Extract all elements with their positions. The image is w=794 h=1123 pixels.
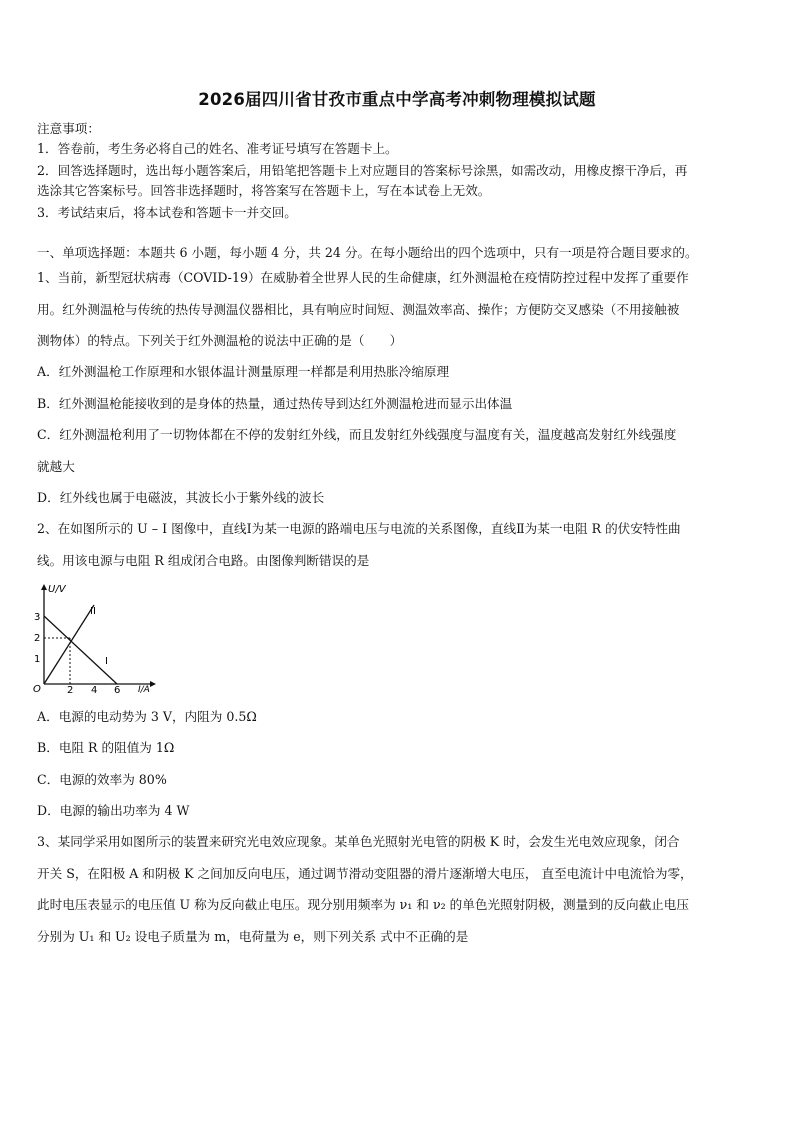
notice-item: 3．考试结束后，将本试卷和答题卡一并交回。 xyxy=(37,205,297,220)
y-tick-label: 2 xyxy=(34,633,41,644)
q1-stem: 用。红外测温枪与传统的热传导测温仪器相比，具有响应时间短、测温效率高、操作；方便防交叉感染（不用接触被 xyxy=(37,302,680,317)
q2-option-c: C．电源的效率为 80% xyxy=(37,772,167,787)
q2-option-d: D．电源的输出功率为 4 W xyxy=(37,803,190,818)
y-axis-arrow xyxy=(41,584,47,590)
q1-option-c-cont: 就越大 xyxy=(37,459,75,474)
q2-option-b: B．电阻 R 的阻值为 1Ω xyxy=(37,740,175,755)
q1-option-b: B．红外测温枪能接收到的是身体的热量，通过热传导到达红外测温枪进而显示出体温 xyxy=(37,396,513,411)
line-II-label: II xyxy=(90,606,96,617)
x-tick-label: 2 xyxy=(67,685,74,695)
y-tick-label: 3 xyxy=(34,612,41,623)
line-I-label: I xyxy=(105,656,108,667)
notice-item: 选涂其它答案标号。回答非选择题时，将答案写在答题卡上，写在本试卷上无效。 xyxy=(37,183,491,198)
section-heading: 一、单项选择题：本题共 6 小题，每小题 4 分，共 24 分。在每小题给出的四个选项中，只有一项是符合题目要求的。 xyxy=(37,245,698,260)
y-tick-label: 1 xyxy=(34,654,41,665)
q3-stem: 3、某同学采用如图所示的装置来研究光电效应现象。某单色光照射光电管的阴极 K 时，会发生光电效应现象，闭合 xyxy=(37,834,680,849)
q2-stem: 2、在如图所示的 U – I 图像中，直线Ⅰ为某一电源的路端电压与电流的关系图像，直线Ⅱ为某一电阻 R 的伏安特性曲 xyxy=(37,521,681,536)
line-II xyxy=(44,605,94,684)
y-axis-label: U/V xyxy=(48,584,66,595)
q1-stem: 测物体）的特点。下列关于红外测温枪的说法中正确的是（ ） xyxy=(37,333,403,348)
origin-label: O xyxy=(33,684,41,695)
x-tick-label: 4 xyxy=(91,685,98,695)
notice-heading: 注意事项： xyxy=(37,121,100,136)
notice-item: 1．答卷前，考生务必将自己的姓名、准考证号填写在答题卡上。 xyxy=(37,141,398,156)
q3-stem: 此时电压表显示的电压值 U 称为反向截止电压。现分别用频率为 ν₁ 和 ν₂ 的单色光照射阴极，测量到的反向截止电压 xyxy=(37,897,689,912)
q1-stem: 1、当前，新型冠状病毒（COVID-19）在威胁着全世界人民的生命健康，红外测温枪在疫情防控过程中发挥了重要作 xyxy=(37,270,689,285)
ui-graph xyxy=(30,580,160,695)
x-axis-arrow xyxy=(150,681,156,687)
x-tick-label: 6 xyxy=(114,685,121,695)
q1-option-c: C．红外测温枪利用了一切物体都在不停的发射红外线，而且发射红外线强度与温度有关，温度越高发射红外线强度 xyxy=(37,427,677,442)
q3-stem: 开关 S，在阳极 A 和阴极 K 之间加反向电压，通过调节滑动变阻器的滑片逐渐增大电压， 直至电流计中电流恰为零， xyxy=(37,866,693,881)
q1-option-a: A．红外测温枪工作原理和水银体温计测量原理一样都是利用热胀冷缩原理 xyxy=(37,364,450,379)
notice-item: 2．回答选择题时，选出每小题答案后，用铅笔把答题卡上对应题目的答案标号涂黑，如需改动，用橡皮擦干净后，再 xyxy=(37,163,688,178)
q3-stem: 分别为 U₁ 和 U₂ 设电子质量为 m，电荷量为 e，则下列关系 式中不正确的是 xyxy=(37,929,469,944)
x-axis-label: I/A xyxy=(138,685,150,695)
q2-stem: 线。用该电源与电阻 R 组成闭合电路。由图像判断错误的是 xyxy=(37,553,370,568)
q2-option-a: A．电源的电动势为 3 V，内阻为 0.5Ω xyxy=(37,709,257,724)
exam-title: 2026届四川省甘孜市重点中学高考冲刺物理模拟试题 xyxy=(198,90,596,109)
q1-option-d: D．红外线也属于电磁波，其波长小于紫外线的波长 xyxy=(37,490,325,505)
